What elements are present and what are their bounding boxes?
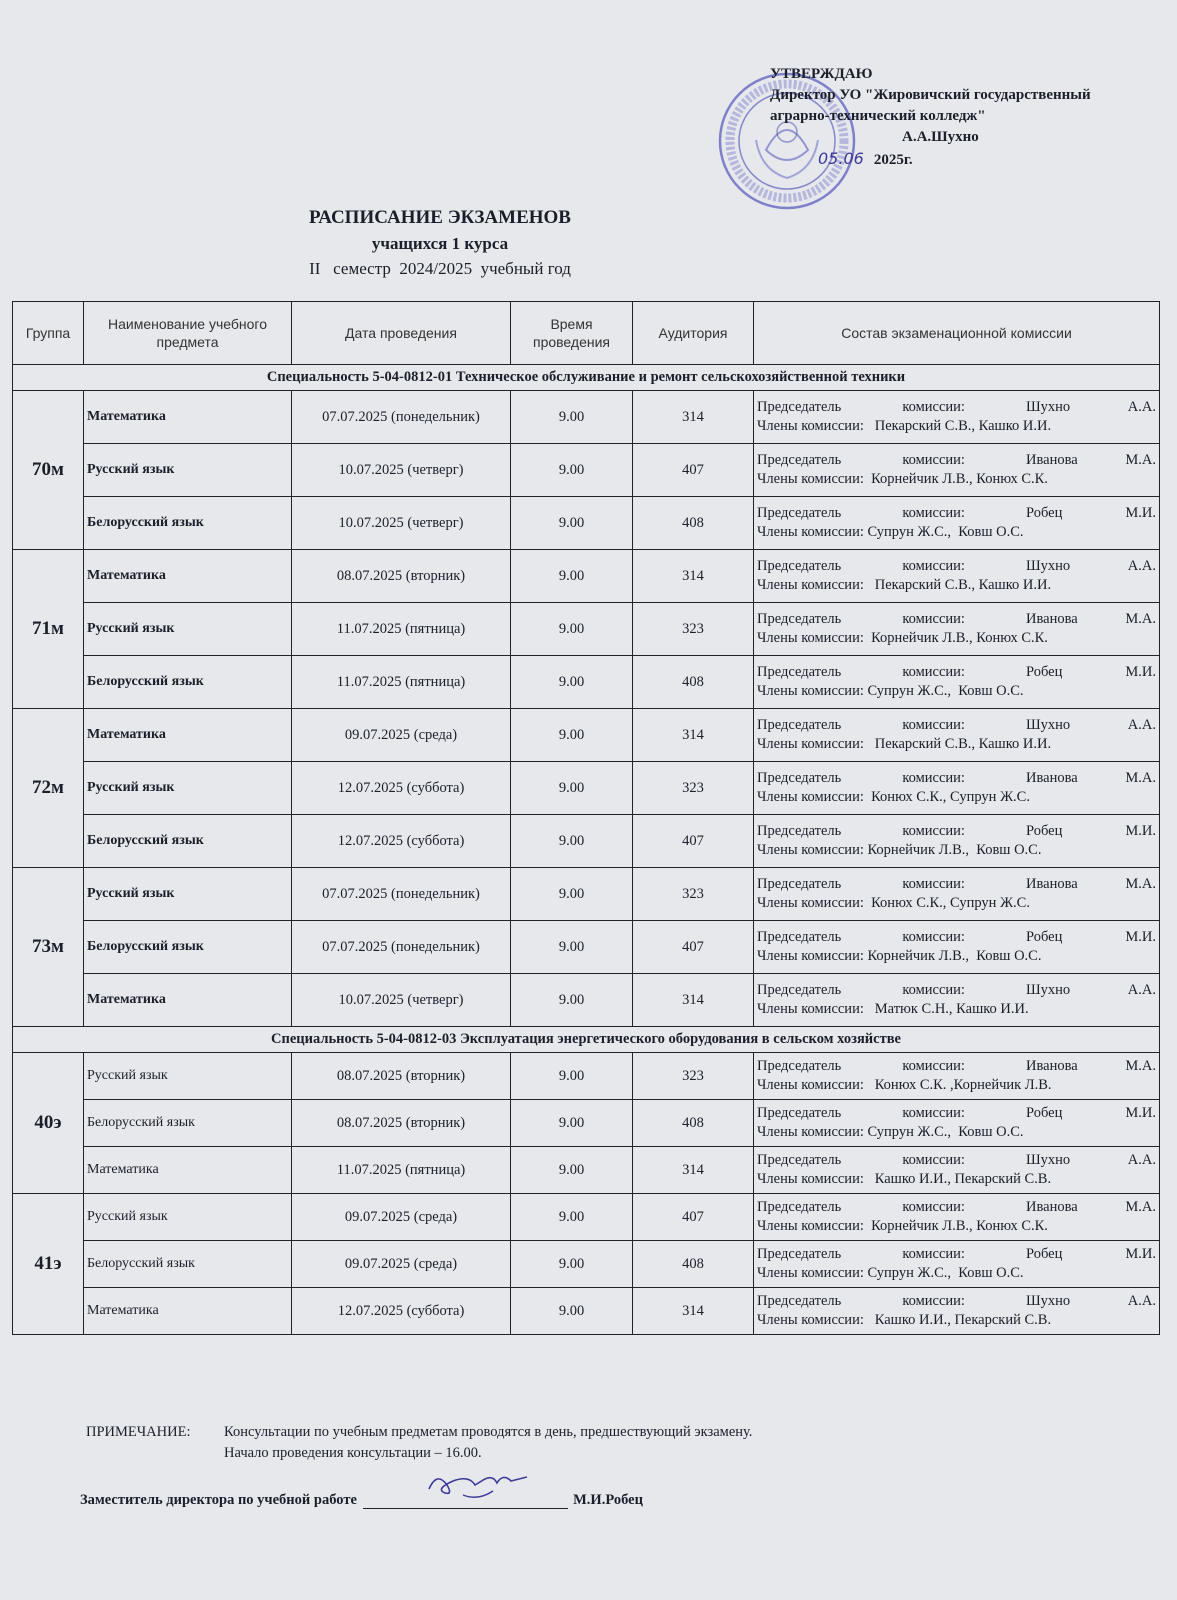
chair-name <box>1026 875 1156 894</box>
date-cell: 09.07.2025 (среда) <box>292 1194 511 1241</box>
date-cell: 11.07.2025 (пятница) <box>292 603 511 656</box>
time-cell: 9.00 <box>511 1100 633 1147</box>
time-cell: 9.00 <box>511 1194 633 1241</box>
chair-label: Председатель <box>757 558 842 574</box>
date-cell: 07.07.2025 (понедельник) <box>292 868 511 921</box>
chair-surname: Шухно <box>1026 982 1071 998</box>
chair-label-2: комиссии: <box>902 823 965 839</box>
chair-label-2: комиссии: <box>902 399 965 415</box>
commission-members: Члены комиссии: Корнейчик Л.В., Ковш О.С. <box>757 948 1042 964</box>
commission-cell <box>754 709 1160 762</box>
specialty-row <box>13 1027 1160 1053</box>
chair-label: Председатель <box>757 1199 842 1215</box>
chair-label: Председатель <box>757 717 842 733</box>
chair-surname: Робец <box>1026 1246 1063 1262</box>
date-cell: 11.07.2025 (пятница) <box>292 1147 511 1194</box>
chair-surname: Иванова <box>1026 1058 1078 1074</box>
room-cell: 407 <box>633 815 754 868</box>
group-cell: 40э <box>13 1053 84 1194</box>
commission-chair-line <box>757 981 1156 1000</box>
time-cell: 9.00 <box>511 974 633 1027</box>
room-cell: 323 <box>633 603 754 656</box>
group-cell: 71м <box>13 550 84 709</box>
subject-cell: Русский язык <box>84 1053 292 1100</box>
chair-surname: Шухно <box>1026 399 1071 415</box>
col-header-subject: Наименование учебного предмета <box>84 302 292 365</box>
specialty-title: Специальность 5-04-0812-01 Техническое обслуживание и ремонт сельскохозяйственной техники <box>13 365 1160 391</box>
commission-chair-line <box>757 875 1156 894</box>
time-cell: 9.00 <box>511 709 633 762</box>
table-row <box>13 974 1160 1027</box>
date-cell: 09.07.2025 (среда) <box>292 1241 511 1288</box>
chair-initials: М.И. <box>1125 823 1156 839</box>
commission-cell <box>754 391 1160 444</box>
table-row <box>13 709 1160 762</box>
time-cell: 9.00 <box>511 656 633 709</box>
time-cell: 9.00 <box>511 391 633 444</box>
chair-label-2: комиссии: <box>902 558 965 574</box>
chair-initials: А.А. <box>1127 982 1156 998</box>
room-cell: 407 <box>633 444 754 497</box>
chair-label: Председатель <box>757 1246 842 1262</box>
time-cell: 9.00 <box>511 762 633 815</box>
table-body <box>13 365 1160 1335</box>
commission-members: Члены комиссии: Конюх С.К., Супрун Ж.С. <box>757 789 1030 805</box>
chair-surname: Робец <box>1026 664 1063 680</box>
chair-surname: Иванова <box>1026 770 1078 786</box>
subject-cell: Математика <box>84 709 292 762</box>
chair-label: Председатель <box>757 929 842 945</box>
subject-cell: Математика <box>84 550 292 603</box>
specialty-row <box>13 365 1160 391</box>
chair-label-2: комиссии: <box>902 982 965 998</box>
commission-chair-line <box>757 1151 1156 1170</box>
commission-cell <box>754 550 1160 603</box>
room-cell: 407 <box>633 921 754 974</box>
room-cell: 314 <box>633 974 754 1027</box>
commission-members: Члены комиссии: Конюх С.К. ,Корнейчик Л.В. <box>757 1077 1052 1093</box>
document-title <box>180 205 700 281</box>
commission-chair-line <box>757 398 1156 417</box>
chair-name <box>1026 1245 1156 1264</box>
group-cell: 72м <box>13 709 84 868</box>
chair-label-2: комиссии: <box>902 1152 965 1168</box>
commission-chair-line <box>757 769 1156 788</box>
chair-initials: М.А. <box>1125 452 1156 468</box>
date-cell: 08.07.2025 (вторник) <box>292 550 511 603</box>
chair-initials: М.И. <box>1125 664 1156 680</box>
commission-cell <box>754 1100 1160 1147</box>
chair-label-2: комиссии: <box>902 452 965 468</box>
commission-members: Члены комиссии: Корнейчик Л.В., Ковш О.С. <box>757 842 1042 858</box>
table-row <box>13 1288 1160 1335</box>
table-row <box>13 550 1160 603</box>
chair-surname: Иванова <box>1026 611 1078 627</box>
table-row <box>13 1241 1160 1288</box>
table-row <box>13 815 1160 868</box>
commission-chair-line <box>757 610 1156 629</box>
chair-name <box>1026 504 1156 523</box>
commission-cell <box>754 974 1160 1027</box>
commission-members: Члены комиссии: Супрун Ж.С., Ковш О.С. <box>757 1124 1024 1140</box>
date-cell: 09.07.2025 (среда) <box>292 709 511 762</box>
time-cell: 9.00 <box>511 1147 633 1194</box>
col-header-commission: Состав экзаменационной комиссии <box>754 302 1160 365</box>
chair-surname: Робец <box>1026 823 1063 839</box>
chair-label: Председатель <box>757 505 842 521</box>
chair-name <box>1026 398 1156 417</box>
chair-name <box>1026 557 1156 576</box>
chair-name <box>1026 1057 1156 1076</box>
signer-position: Заместитель директора по учебной работе <box>80 1492 357 1508</box>
commission-members: Члены комиссии: Кашко И.И., Пекарский С.В. <box>757 1312 1052 1328</box>
chair-label-2: комиссии: <box>902 876 965 892</box>
date-cell: 10.07.2025 (четверг) <box>292 444 511 497</box>
chair-label: Председатель <box>757 1058 842 1074</box>
time-cell: 9.00 <box>511 921 633 974</box>
chair-initials: А.А. <box>1127 399 1156 415</box>
signer-name: М.И.Робец <box>573 1492 643 1508</box>
approval-director: А.А.Шухно <box>902 129 979 145</box>
chair-surname: Иванова <box>1026 452 1078 468</box>
table-row <box>13 868 1160 921</box>
chair-label: Председатель <box>757 982 842 998</box>
table-row <box>13 1053 1160 1100</box>
chair-label: Председатель <box>757 399 842 415</box>
chair-surname: Шухно <box>1026 558 1071 574</box>
commission-chair-line <box>757 663 1156 682</box>
commission-members: Члены комиссии: Корнейчик Л.В., Конюх С.К. <box>757 471 1048 487</box>
date-cell: 10.07.2025 (четверг) <box>292 497 511 550</box>
note-block <box>86 1422 752 1464</box>
chair-label-2: комиссии: <box>902 717 965 733</box>
room-cell: 314 <box>633 709 754 762</box>
room-cell: 408 <box>633 1241 754 1288</box>
commission-chair-line <box>757 928 1156 947</box>
chair-initials: М.А. <box>1125 1058 1156 1074</box>
subject-cell: Математика <box>84 1147 292 1194</box>
date-cell: 08.07.2025 (вторник) <box>292 1100 511 1147</box>
approval-line-1: Директор УО "Жировичский государственный <box>770 87 1091 103</box>
chair-label: Председатель <box>757 1293 842 1309</box>
note-line-1: Консультации по учебным предметам проводятся в день, предшествующий экзамену. <box>224 1424 753 1440</box>
chair-label: Председатель <box>757 611 842 627</box>
room-cell: 314 <box>633 550 754 603</box>
room-cell: 408 <box>633 1100 754 1147</box>
commission-members: Члены комиссии: Корнейчик Л.В., Конюх С.К. <box>757 1218 1048 1234</box>
subject-cell: Белорусский язык <box>84 1100 292 1147</box>
specialty-title: Специальность 5-04-0812-03 Эксплуатация энергетического оборудования в сельском хозяйстве <box>13 1027 1160 1053</box>
chair-surname: Шухно <box>1026 1152 1071 1168</box>
commission-chair-line <box>757 1057 1156 1076</box>
date-cell: 07.07.2025 (понедельник) <box>292 921 511 974</box>
signature-line <box>363 1491 568 1509</box>
chair-label-2: комиссии: <box>902 611 965 627</box>
commission-members: Члены комиссии: Корнейчик Л.В., Конюх С.К. <box>757 630 1048 646</box>
commission-cell <box>754 762 1160 815</box>
room-cell: 408 <box>633 656 754 709</box>
table-row <box>13 1147 1160 1194</box>
commission-chair-line <box>757 504 1156 523</box>
subject-cell: Белорусский язык <box>84 815 292 868</box>
commission-members: Члены комиссии: Супрун Ж.С., Ковш О.С. <box>757 683 1024 699</box>
commission-members: Члены комиссии: Пекарский С.В., Кашко И.И. <box>757 736 1052 752</box>
commission-members: Члены комиссии: Пекарский С.В., Кашко И.И. <box>757 418 1052 434</box>
table-row <box>13 497 1160 550</box>
chair-initials: М.А. <box>1125 770 1156 786</box>
commission-members: Члены комиссии: Матюк С.Н., Кашко И.И. <box>757 1001 1029 1017</box>
commission-chair-line <box>757 1198 1156 1217</box>
chair-initials: А.А. <box>1127 1293 1156 1309</box>
room-cell: 314 <box>633 391 754 444</box>
chair-initials: М.И. <box>1125 1246 1156 1262</box>
chair-label-2: комиссии: <box>902 1105 965 1121</box>
time-cell: 9.00 <box>511 1288 633 1335</box>
chair-label: Председатель <box>757 1152 842 1168</box>
commission-cell <box>754 1241 1160 1288</box>
chair-initials: А.А. <box>1127 558 1156 574</box>
commission-chair-line <box>757 451 1156 470</box>
commission-cell <box>754 815 1160 868</box>
commission-cell <box>754 603 1160 656</box>
chair-initials: А.А. <box>1127 717 1156 733</box>
chair-label: Председатель <box>757 876 842 892</box>
table-row <box>13 762 1160 815</box>
chair-label: Председатель <box>757 452 842 468</box>
time-cell: 9.00 <box>511 1241 633 1288</box>
table-row <box>13 1194 1160 1241</box>
chair-initials: М.И. <box>1125 505 1156 521</box>
subject-cell: Русский язык <box>84 762 292 815</box>
col-header-room: Аудитория <box>633 302 754 365</box>
room-cell: 314 <box>633 1147 754 1194</box>
commission-cell <box>754 656 1160 709</box>
commission-cell <box>754 1053 1160 1100</box>
chair-name <box>1026 451 1156 470</box>
approval-heading: УТВЕРЖДАЮ <box>770 66 873 82</box>
date-cell: 07.07.2025 (понедельник) <box>292 391 511 444</box>
chair-surname: Шухно <box>1026 1293 1071 1309</box>
table-row <box>13 921 1160 974</box>
exam-schedule-table <box>12 301 1160 1335</box>
commission-chair-line <box>757 822 1156 841</box>
chair-label-2: комиссии: <box>902 1246 965 1262</box>
chair-label: Председатель <box>757 770 842 786</box>
chair-surname: Робец <box>1026 929 1063 945</box>
commission-cell <box>754 1194 1160 1241</box>
commission-members: Члены комиссии: Кашко И.И., Пекарский С.В. <box>757 1171 1052 1187</box>
time-cell: 9.00 <box>511 1053 633 1100</box>
subject-cell: Математика <box>84 391 292 444</box>
table-row <box>13 1100 1160 1147</box>
date-cell: 08.07.2025 (вторник) <box>292 1053 511 1100</box>
room-cell: 323 <box>633 762 754 815</box>
table-row <box>13 444 1160 497</box>
subject-cell: Русский язык <box>84 444 292 497</box>
time-cell: 9.00 <box>511 603 633 656</box>
subject-cell: Математика <box>84 974 292 1027</box>
chair-initials: М.А. <box>1125 611 1156 627</box>
chair-label-2: комиссии: <box>902 505 965 521</box>
col-header-date: Дата проведения <box>292 302 511 365</box>
chair-surname: Робец <box>1026 505 1063 521</box>
commission-members: Члены комиссии: Супрун Ж.С., Ковш О.С. <box>757 1265 1024 1281</box>
commission-members: Члены комиссии: Конюх С.К., Супрун Ж.С. <box>757 895 1030 911</box>
chair-name <box>1026 716 1156 735</box>
date-cell: 12.07.2025 (суббота) <box>292 815 511 868</box>
title-sub: учащихся 1 курса <box>371 234 509 253</box>
chair-label-2: комиссии: <box>902 1293 965 1309</box>
date-cell: 12.07.2025 (суббота) <box>292 762 511 815</box>
subject-cell: Белорусский язык <box>84 656 292 709</box>
room-cell: 314 <box>633 1288 754 1335</box>
chair-surname: Иванова <box>1026 1199 1078 1215</box>
approval-date <box>770 148 1170 171</box>
date-cell: 10.07.2025 (четверг) <box>292 974 511 1027</box>
chair-name <box>1026 1198 1156 1217</box>
chair-name <box>1026 1292 1156 1311</box>
commission-cell <box>754 1147 1160 1194</box>
commission-cell <box>754 921 1160 974</box>
chair-surname: Шухно <box>1026 717 1071 733</box>
chair-surname: Иванова <box>1026 876 1078 892</box>
col-header-time: Время проведения <box>511 302 633 365</box>
col-header-group: Группа <box>13 302 84 365</box>
group-cell: 70м <box>13 391 84 550</box>
commission-members: Члены комиссии: Супрун Ж.С., Ковш О.С. <box>757 524 1024 540</box>
chair-label-2: комиссии: <box>902 664 965 680</box>
commission-cell <box>754 444 1160 497</box>
chair-label: Председатель <box>757 823 842 839</box>
date-cell: 12.07.2025 (суббота) <box>292 1288 511 1335</box>
time-cell: 9.00 <box>511 497 633 550</box>
chair-label-2: комиссии: <box>902 770 965 786</box>
commission-chair-line <box>757 1292 1156 1311</box>
title-main: РАСПИСАНИЕ ЭКЗАМЕНОВ <box>309 207 571 228</box>
room-cell: 323 <box>633 868 754 921</box>
chair-name <box>1026 610 1156 629</box>
note-label: ПРИМЕЧАНИЕ: <box>86 1424 191 1440</box>
subject-cell: Белорусский язык <box>84 1241 292 1288</box>
chair-name <box>1026 981 1156 1000</box>
chair-name <box>1026 663 1156 682</box>
handwritten-signature <box>423 1465 533 1507</box>
table-row <box>13 656 1160 709</box>
subject-cell: Математика <box>84 1288 292 1335</box>
table-header-row <box>13 302 1160 365</box>
commission-members: Члены комиссии: Пекарский С.В., Кашко И.И. <box>757 577 1052 593</box>
table-row <box>13 391 1160 444</box>
chair-initials: М.А. <box>1125 1199 1156 1215</box>
approval-date-handwritten: 05.06 <box>818 149 864 168</box>
chair-name <box>1026 1104 1156 1123</box>
commission-chair-line <box>757 1245 1156 1264</box>
chair-name <box>1026 822 1156 841</box>
group-cell: 41э <box>13 1194 84 1335</box>
group-cell: 73м <box>13 868 84 1027</box>
chair-label: Председатель <box>757 664 842 680</box>
chair-label-2: комиссии: <box>902 1058 965 1074</box>
title-term: II семестр 2024/2025 учебный год <box>309 259 571 278</box>
chair-initials: М.И. <box>1125 1105 1156 1121</box>
room-cell: 407 <box>633 1194 754 1241</box>
chair-name <box>1026 1151 1156 1170</box>
approval-year: 2025г. <box>873 152 913 168</box>
subject-cell: Белорусский язык <box>84 497 292 550</box>
chair-label-2: комиссии: <box>902 1199 965 1215</box>
chair-name <box>1026 928 1156 947</box>
subject-cell: Белорусский язык <box>84 921 292 974</box>
approval-line-2: аграрно-технический колледж" <box>770 108 986 124</box>
time-cell: 9.00 <box>511 550 633 603</box>
chair-label: Председатель <box>757 1105 842 1121</box>
commission-cell <box>754 497 1160 550</box>
subject-cell: Русский язык <box>84 1194 292 1241</box>
commission-chair-line <box>757 1104 1156 1123</box>
time-cell: 9.00 <box>511 815 633 868</box>
chair-initials: М.И. <box>1125 929 1156 945</box>
chair-label-2: комиссии: <box>902 929 965 945</box>
signature-block <box>80 1491 643 1509</box>
commission-chair-line <box>757 557 1156 576</box>
subject-cell: Русский язык <box>84 868 292 921</box>
time-cell: 9.00 <box>511 868 633 921</box>
chair-initials: А.А. <box>1127 1152 1156 1168</box>
subject-cell: Русский язык <box>84 603 292 656</box>
chair-name <box>1026 769 1156 788</box>
chair-initials: М.А. <box>1125 876 1156 892</box>
note-line-2: Начало проведения консультации – 16.00. <box>224 1445 482 1461</box>
time-cell: 9.00 <box>511 444 633 497</box>
commission-chair-line <box>757 716 1156 735</box>
date-cell: 11.07.2025 (пятница) <box>292 656 511 709</box>
table-row <box>13 603 1160 656</box>
commission-cell <box>754 1288 1160 1335</box>
room-cell: 323 <box>633 1053 754 1100</box>
room-cell: 408 <box>633 497 754 550</box>
commission-cell <box>754 868 1160 921</box>
approval-block <box>770 64 1170 171</box>
chair-surname: Робец <box>1026 1105 1063 1121</box>
